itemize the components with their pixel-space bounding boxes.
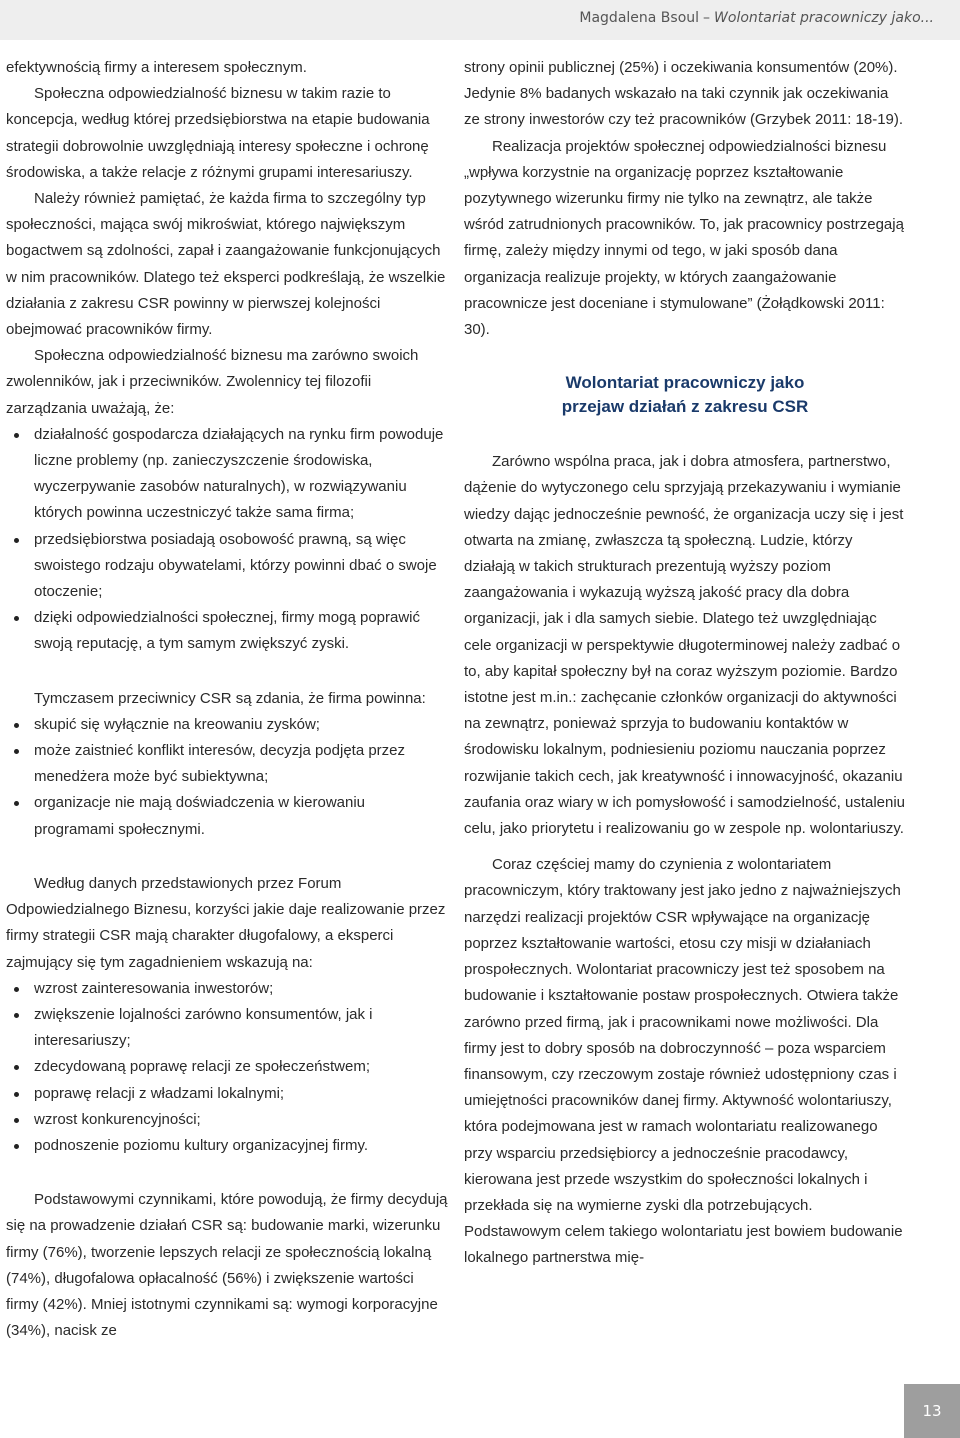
paragraph: Podstawowymi czynnikami, które powodują, że firmy decydują się na prowadzenie działań CSR są: budowanie marki, wizerunku firmy (76%), tworzenie lepszych relacji ze społecznością lokalną (74%), długofalowa opłacalność (56%) i zwiększenie wartości firmy (42%). Mniej istotnymi czynnikami są: wymogi korporacyjne (34%), nacisk ze <box>6 1191 448 1340</box>
list-item: zwiększenie lojalności zarówno konsumentów, jak i interesariuszy; <box>6 1002 448 1054</box>
header-separator: – <box>703 10 711 26</box>
bullet-list-supporters <box>6 422 448 658</box>
right-column <box>464 55 906 1272</box>
section-heading-line: przejaw działań z zakresu CSR <box>561 397 809 417</box>
paragraph: Należy również pamiętać, że każda firma to szczególny typ społeczności, mająca swój mikroświat, którego największym bogactwem są zdolności, zapał i zaangażowanie funkcjonujących w nim pracowników. Dlatego też eksperci podkreślają, że wszelkie działania z zakresu CSR powinny w pierwszej kolejności obejmować pracowników firmy. <box>6 190 446 339</box>
paragraph: Coraz częściej mamy do czynienia z wolontariatem pracowniczym, który traktowany jest jako jedno z najważniejszych narzędzi realizacji projektów CSR wpływające na organizację poprzez kształtowanie wartości, etosu czy misji w działaniach prospołecznych. Wolontariat pracowniczy jest też sposobem na budowanie i kształtowanie postaw prospołecznych. Otwiera także zarówno przed firmą, jak i pracownikami nowe możliwości. Dla firmy jest to dobry sposób na dobroczynność – poza wsparciem finansowym, czy rzeczowym zostaje również udostępniony czas i umiejętności pracowników danej firmy. Aktywność wolontariuszy, która podejmowana jest w ramach wolontariatu realizowanego przy wsparciu przedsiębiorcy a jednocześnie pracodawcy, kierowana jest przede wszystkim do społeczności lokalnych i przekłada się na wymierne zyski dla potrzebujących. Podstawowym celem takiego wolontariatu jest bowiem budowanie lokalnego partnerstwa mię- <box>464 856 903 1267</box>
list-item: zdecydowaną poprawę relacji ze społeczeństwem; <box>6 1054 448 1080</box>
header-author: Magdalena Bsoul <box>579 10 700 26</box>
running-header <box>0 0 960 40</box>
paragraph: Społeczna odpowiedzialność biznesu w takim razie to koncepcja, według której przedsiębiorstwa na etapie budowania strategii dobrowolnie uwzględniają interesy społeczne i ochronę środowiska, a także relacje z różnymi grupami interesariuszy. <box>6 85 430 181</box>
list-item: może zaistnieć konflikt interesów, decyzja podjęta przez menedżera może być subiektywna; <box>6 738 448 790</box>
list-item: organizacje nie mają doświadczenia w kierowaniu programami społecznymi. <box>6 790 448 842</box>
list-item: przedsiębiorstwa posiadają osobowość prawną, są więc swoistego rodzaju obywatelami, którzy powinni dbać o swoje otoczenie; <box>6 527 448 606</box>
paragraph: Według danych przedstawionych przez Forum Odpowiedzialnego Biznesu, korzyści jakie daje realizowanie przez firmy strategii CSR mają charakter długofalowy, a eksperci zajmujący się tym zagadnieniem wskazują na: <box>6 874 446 971</box>
paragraph: Społeczna odpowiedzialność biznesu ma zarówno swoich zwolenników, jak i przeciwników. Zwolennicy tej filozofii zarządzania uważają, że: <box>6 347 419 417</box>
section-heading-line: Wolontariat pracowniczy jako <box>565 373 805 393</box>
bullet-list-benefits <box>6 976 448 1159</box>
paragraph: Zarówno wspólna praca, jak i dobra atmosfera, partnerstwo, dążenie do wytyczonego celu sprzyjają przekazywaniu i wymianie wiedzy dając jednocześnie pewność, że organizacja uczy się i jest otwarta na zmianę, zwłaszcza tą społeczną. Ludzie, którzy działają w takich strukturach prezentują wyższy poziom zaangażowania i wykazują wyższą jakość pracy dla dobra organizacji, jak i dla samych siebie. Dlatego też uwzględniając cele organizacji w perspektywie długoterminowej należy zadbać o to, aby kapitał społeczny był na coraz wyższym poziomie. Bardzo istotne jest m.in.: zachęcanie członków organizacji do aktywności na zewnątrz, ponieważ sprzyja to budowaniu kontaktów w środowisku lokalnym, podniesieniu poziomu nauczania poprzez rozwijanie takich cech, jak kreatywność i innowacyjność, okazaniu zaufania oraz wiary w ich pomysłowość i samodzielność, ustaleniu celu, jako priorytetu i realizowaniu go w zespole np. wolontariuszy. <box>464 453 906 838</box>
header-title: Wolontariat pracowniczy jako... <box>714 10 934 26</box>
list-item: działalność gospodarcza działających na rynku firm powoduje liczne problemy (np. zanieczyszczenie środowiska, wyczerpywanie zasobów naturalnych), w rozwiązywaniu których powinna uczestniczyć także sama firma; <box>6 422 448 527</box>
list-item: poprawę relacji z władzami lokalnymi; <box>6 1081 448 1107</box>
paragraph: strony opinii publicznej (25%) i oczekiwania konsumentów (20%). Jedynie 8% badanych wskazało na taki czynnik jak oczekiwania ze strony inwestorów czy też pracowników (Grzybek 2011: 18-19). <box>464 59 904 129</box>
list-item: wzrost zainteresowania inwestorów; <box>6 976 448 1002</box>
list-item: skupić się wyłącznie na kreowaniu zysków; <box>6 712 448 738</box>
paragraph: efektywnością firmy a interesem społecznym. <box>6 59 307 76</box>
list-item: wzrost konkurencyjności; <box>6 1107 448 1133</box>
paragraph: Tymczasem przeciwnicy CSR są zdania, że firma powinna: <box>34 689 426 707</box>
bullet-list-opponents <box>6 712 448 843</box>
left-column <box>6 55 448 1344</box>
header-text <box>579 10 934 26</box>
list-item: dzięki odpowiedzialności społecznej, firmy mogą poprawić swoją reputację, a tym samym zwiększyć zyski. <box>6 605 448 657</box>
page-number: 13 <box>904 1384 960 1438</box>
list-item: podnoszenie poziomu kultury organizacyjnej firmy. <box>6 1133 448 1159</box>
paragraph: Realizacja projektów społecznej odpowiedzialności biznesu „wpływa korzystnie na organizację poprzez kształtowanie pozytywnego wizerunku firmy nie tylko na zewnątrz, ale także wśród zatrudnionych pracowników. To, jak pracownicy postrzegają firmę, zależy między innymi od tego, w jaki sposób dana organizacja realizuje projekty, w których zaangażowanie pracownicze jest doceniane i stymulowane” (Żołądkowski 2011: 30). <box>464 137 904 339</box>
section-heading <box>464 371 906 419</box>
